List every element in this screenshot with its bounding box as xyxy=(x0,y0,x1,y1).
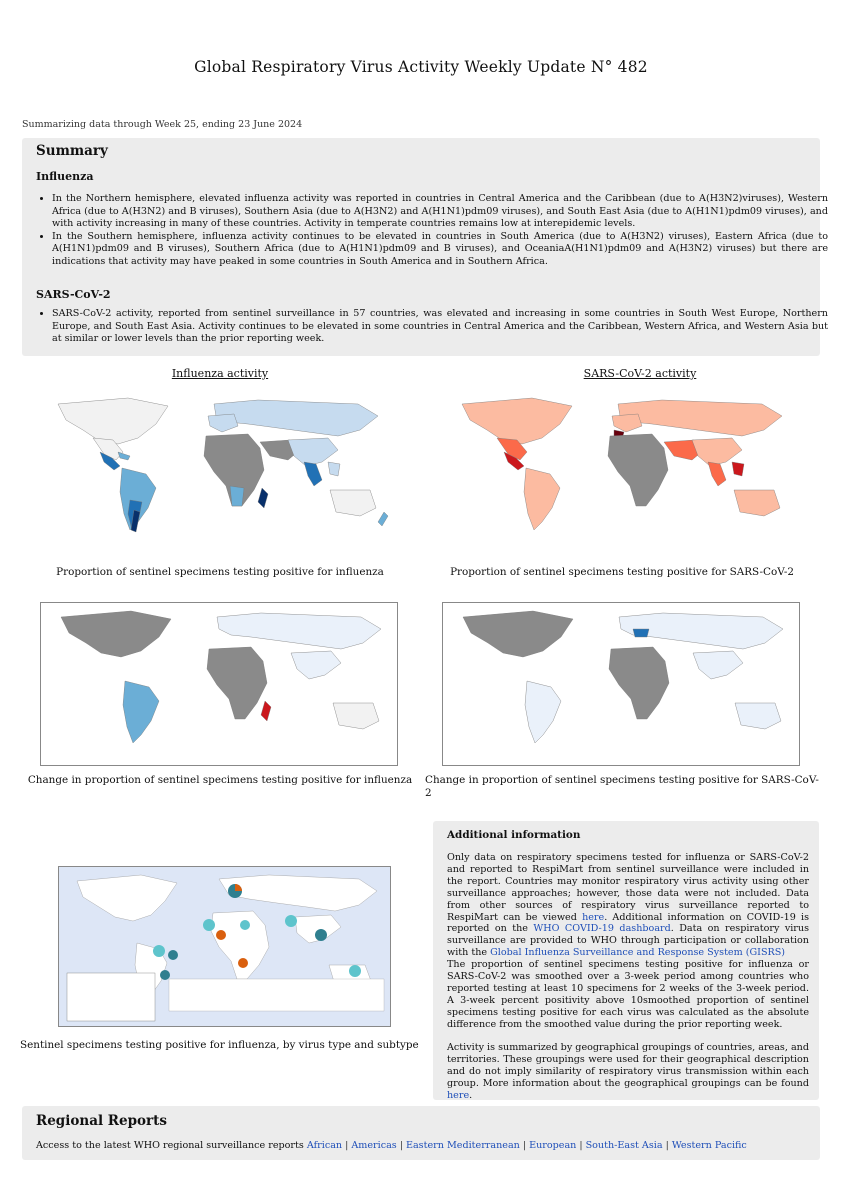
paragraph-text: . Data on respiratory virus surveillance are provided to WHO through participation or collaboration with the xyxy=(447,923,809,959)
geographic-groupings-link[interactable]: here xyxy=(447,1089,470,1101)
african-report-link[interactable]: African xyxy=(306,1140,343,1151)
sarscov2-activity-label: SARS-CoV-2 activity xyxy=(583,367,697,380)
summary-panel xyxy=(22,138,828,356)
list-item: • In the Northern hemisphere, elevated influenza activity was reported in countries in Central America and the Caribbean (due to A(H3N2)viruses), Western Africa (due to A(H3N2) and B viruses), Southern Asia (due to A(H3N2) and A(H1N1)pdm09 viruses), and South East Asia (due to A(H1N1)pdm09 viruses), and with activity increasing in many of these countries. Activity in temperate countries remains low at interepidemic levels. xyxy=(52,193,828,231)
regional-reports-heading: Regional Reports xyxy=(36,1113,167,1129)
regional-reports-row: Access to the latest WHO regional surveillance reports African | Americas | Eastern Mediterranean | European | South-East Asia | Western Pacific xyxy=(36,1140,747,1151)
sarscov2-map-caption: Proportion of sentinel specimens testing positive for SARS-CoV-2 xyxy=(450,566,794,578)
additional-information-panel xyxy=(433,821,819,1100)
sarscov2-change-caption: Change in proportion of sentinel specimens testing positive for SARS-CoV-2 xyxy=(425,774,819,799)
influenza-heading: Influenza xyxy=(36,170,94,183)
sarscov2-heading: SARS-CoV-2 xyxy=(36,288,111,301)
south-east-asia-report-link[interactable]: South-East Asia xyxy=(585,1140,663,1151)
influenza-subtype-map xyxy=(58,866,391,1027)
report-period: Summarizing data through Week 25, ending 23 June 2024 xyxy=(22,119,303,130)
influenza-activity-label: Influenza activity xyxy=(171,367,269,380)
influenza-change-map xyxy=(40,602,398,766)
respimart-data-link[interactable]: here xyxy=(582,911,605,923)
paragraph-text: . xyxy=(469,1089,473,1101)
regional-reports-intro: Access to the latest WHO regional surveillance reports xyxy=(36,1140,304,1151)
additional-information-heading: Additional information xyxy=(447,829,581,841)
influenza-change-caption: Change in proportion of sentinel specimens testing positive for influenza xyxy=(27,774,413,786)
paragraph-text: Activity is summarized by geographical groupings of countries, areas, and territories. These groupings were used for their geographical description and do not imply similarity of respiratory virus transmission within each group. More information about the geographical groupings can be found xyxy=(447,1042,809,1089)
americas-report-link[interactable]: Americas xyxy=(351,1140,397,1151)
geographic-groupings-paragraph xyxy=(447,1042,809,1102)
covid-dashboard-link[interactable]: WHO COVID-19 dashboard xyxy=(533,923,671,935)
european-report-link[interactable]: European xyxy=(529,1140,577,1151)
list-item: • SARS-CoV-2 activity, reported from sentinel surveillance in 57 countries, was elevated and increasing in some countries in South West Europe, Northern Europe, and South East Asia. Activity continues to be elevated in some countries in Central America and the Caribbean, Western Africa, and Western Asia but at similar or lower levels than the prior reporting week. xyxy=(52,308,828,346)
influenza-bullets xyxy=(36,193,828,269)
data-sources-paragraph xyxy=(447,852,809,959)
paragraph-text: . Additional information on COVID-19 is reported on the xyxy=(447,911,809,935)
regional-reports-panel xyxy=(22,1106,820,1160)
sarscov2-bullets xyxy=(36,308,828,346)
influenza-map-caption: Proportion of sentinel specimens testing positive for influenza xyxy=(56,566,384,578)
map-land xyxy=(58,398,388,532)
summary-heading: Summary xyxy=(36,143,108,159)
methodology-paragraph: The proportion of sentinel specimens testing positive for influenza or SARS-CoV-2 was smoothed over a 3-week period among countries who reported testing at least 10 specimens for 2 weeks of the 3-week period. A 3-week percent positivity above 10smoothed proportion of sentinel specimens testing positive for each virus was calculated as the absolute difference from the smoothed value during the prior reporting week. xyxy=(447,959,809,1030)
influenza-positivity-map xyxy=(38,390,398,550)
subtype-map-caption: Sentinel specimens testing positive for influenza, by virus type and subtype xyxy=(20,1039,419,1051)
sarscov2-positivity-map xyxy=(442,390,802,550)
eastern-mediterranean-report-link[interactable]: Eastern Mediterranean xyxy=(405,1140,520,1151)
gisrs-link[interactable]: Global Influenza Surveillance and Response System (GISRS) xyxy=(490,947,786,959)
page-title: Global Respiratory Virus Activity Weekly Update N° 482 xyxy=(194,58,648,76)
list-item: • In the Southern hemisphere, influenza activity continues to be elevated in countries in South America (due to A(H3N2) viruses), Eastern Africa (due to A(H1N1)pdm09 and B viruses), Southern Africa (due to A(H1N1)pdm09 and B viruses), and OceaniaA(H1N1)pdm09 and A(H3N2) viruses) but there are indications that activity may have peaked in some countries in South America and in Southern Africa. xyxy=(52,231,828,269)
paragraph-text: Only data on respiratory specimens tested for influenza or SARS-CoV-2 and reported to RespiMart from sentinel surveillance were included in the report. Countries may monitor respiratory virus activity using other surveillance approaches; however, those data were not included. Data from other sources of respiratory virus surveillance reported to RespiMart can be viewed xyxy=(447,852,809,923)
western-pacific-report-link[interactable]: Western Pacific xyxy=(671,1140,747,1151)
sarscov2-change-map xyxy=(442,602,800,766)
